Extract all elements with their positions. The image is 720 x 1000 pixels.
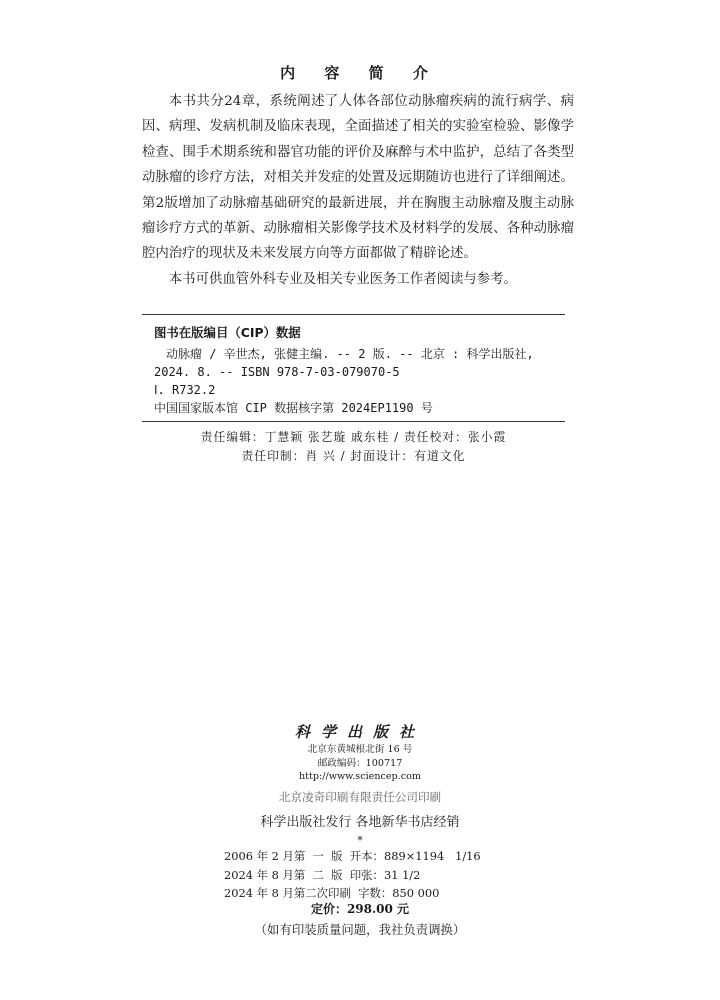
edition-info (224, 847, 481, 903)
editors-line-2: 责任印制：肖 兴 / 封面设计：有道文化 (241, 449, 466, 463)
cip-data (154, 345, 569, 417)
cip-line-4: 中国国家版本馆 CIP 数据核字第 2024EP1190 号 (154, 401, 433, 415)
quality-notice: （如有印装质量问题，我社负责调换） (254, 922, 466, 937)
distribution-line: 科学出版社发行 各地新华书店经销 (260, 815, 460, 830)
separator-star: * (357, 834, 363, 847)
edition-line-1: 2006 年 2 月第 一 版 开本：889×1194 1/16 (224, 849, 481, 863)
summary-paragraph-2: 本书可供血管外科专业及相关专业医务工作者阅读与参考。 (168, 271, 517, 287)
edition-line-2: 2024 年 8 月第 二 版 印张：31 1/2 (224, 867, 421, 882)
edition-line-3: 2024 年 8 月第二次印刷 字数：850 000 (224, 886, 440, 900)
editors-line-1: 责任编辑：丁慧颖 张艺璇 戚东桂 / 责任校对：张小霞 (200, 430, 507, 444)
publisher-website: http://www.sciencep.com (299, 771, 421, 782)
editors-credits (142, 428, 565, 466)
cip-line-3: Ⅰ. R732.2 (154, 383, 216, 397)
cip-heading: 图书在版编目（CIP）数据 (154, 325, 301, 340)
publisher-postcode: 邮政编码：100717 (317, 757, 403, 769)
publisher-logo: 科学出版社 (294, 723, 425, 741)
cip-line-2: 2024. 8. -- ISBN 978-7-03-079070-5 (154, 365, 400, 379)
summary-text (142, 89, 574, 292)
cip-line-1: 动脉瘤 / 辛世杰, 张健主编. -- 2 版. -- 北京 : 科学出版社, (166, 347, 534, 361)
cip-top-divider (142, 314, 565, 315)
price: 定价：298.00 元 (310, 902, 410, 916)
page-title: 内 容 简 介 (280, 64, 440, 82)
summary-paragraph-1: 本书共分24章，系统阐述了人体各部位动脉瘤疾病的流行病学、病因、病理、发病机制及临床表现，全面描述了相关的实验室检验、影像学检查、围手术期系统和器官功能的评价及麻醉与术中监护，总结了各类型动脉瘤的诊疗方法，对相关并发症的处置及远期随访也进行了详细阐述。第2版增加了动脉瘤基础研究的最新进展，并在胸腹主动脉瘤及腹主动脉瘤诊疗方式的革新、动脉瘤相关影像学技术及材料学的发展、各种动脉瘤腔内治疗的现状及未来发展方向等方面都做了精辟论述。 (142, 94, 574, 262)
publisher-info (0, 743, 720, 784)
publisher-address: 北京东黄城根北街 16 号 (307, 744, 413, 755)
cip-bottom-divider (142, 421, 565, 422)
printer-line: 北京凌奇印刷有限责任公司印刷 (278, 790, 442, 804)
